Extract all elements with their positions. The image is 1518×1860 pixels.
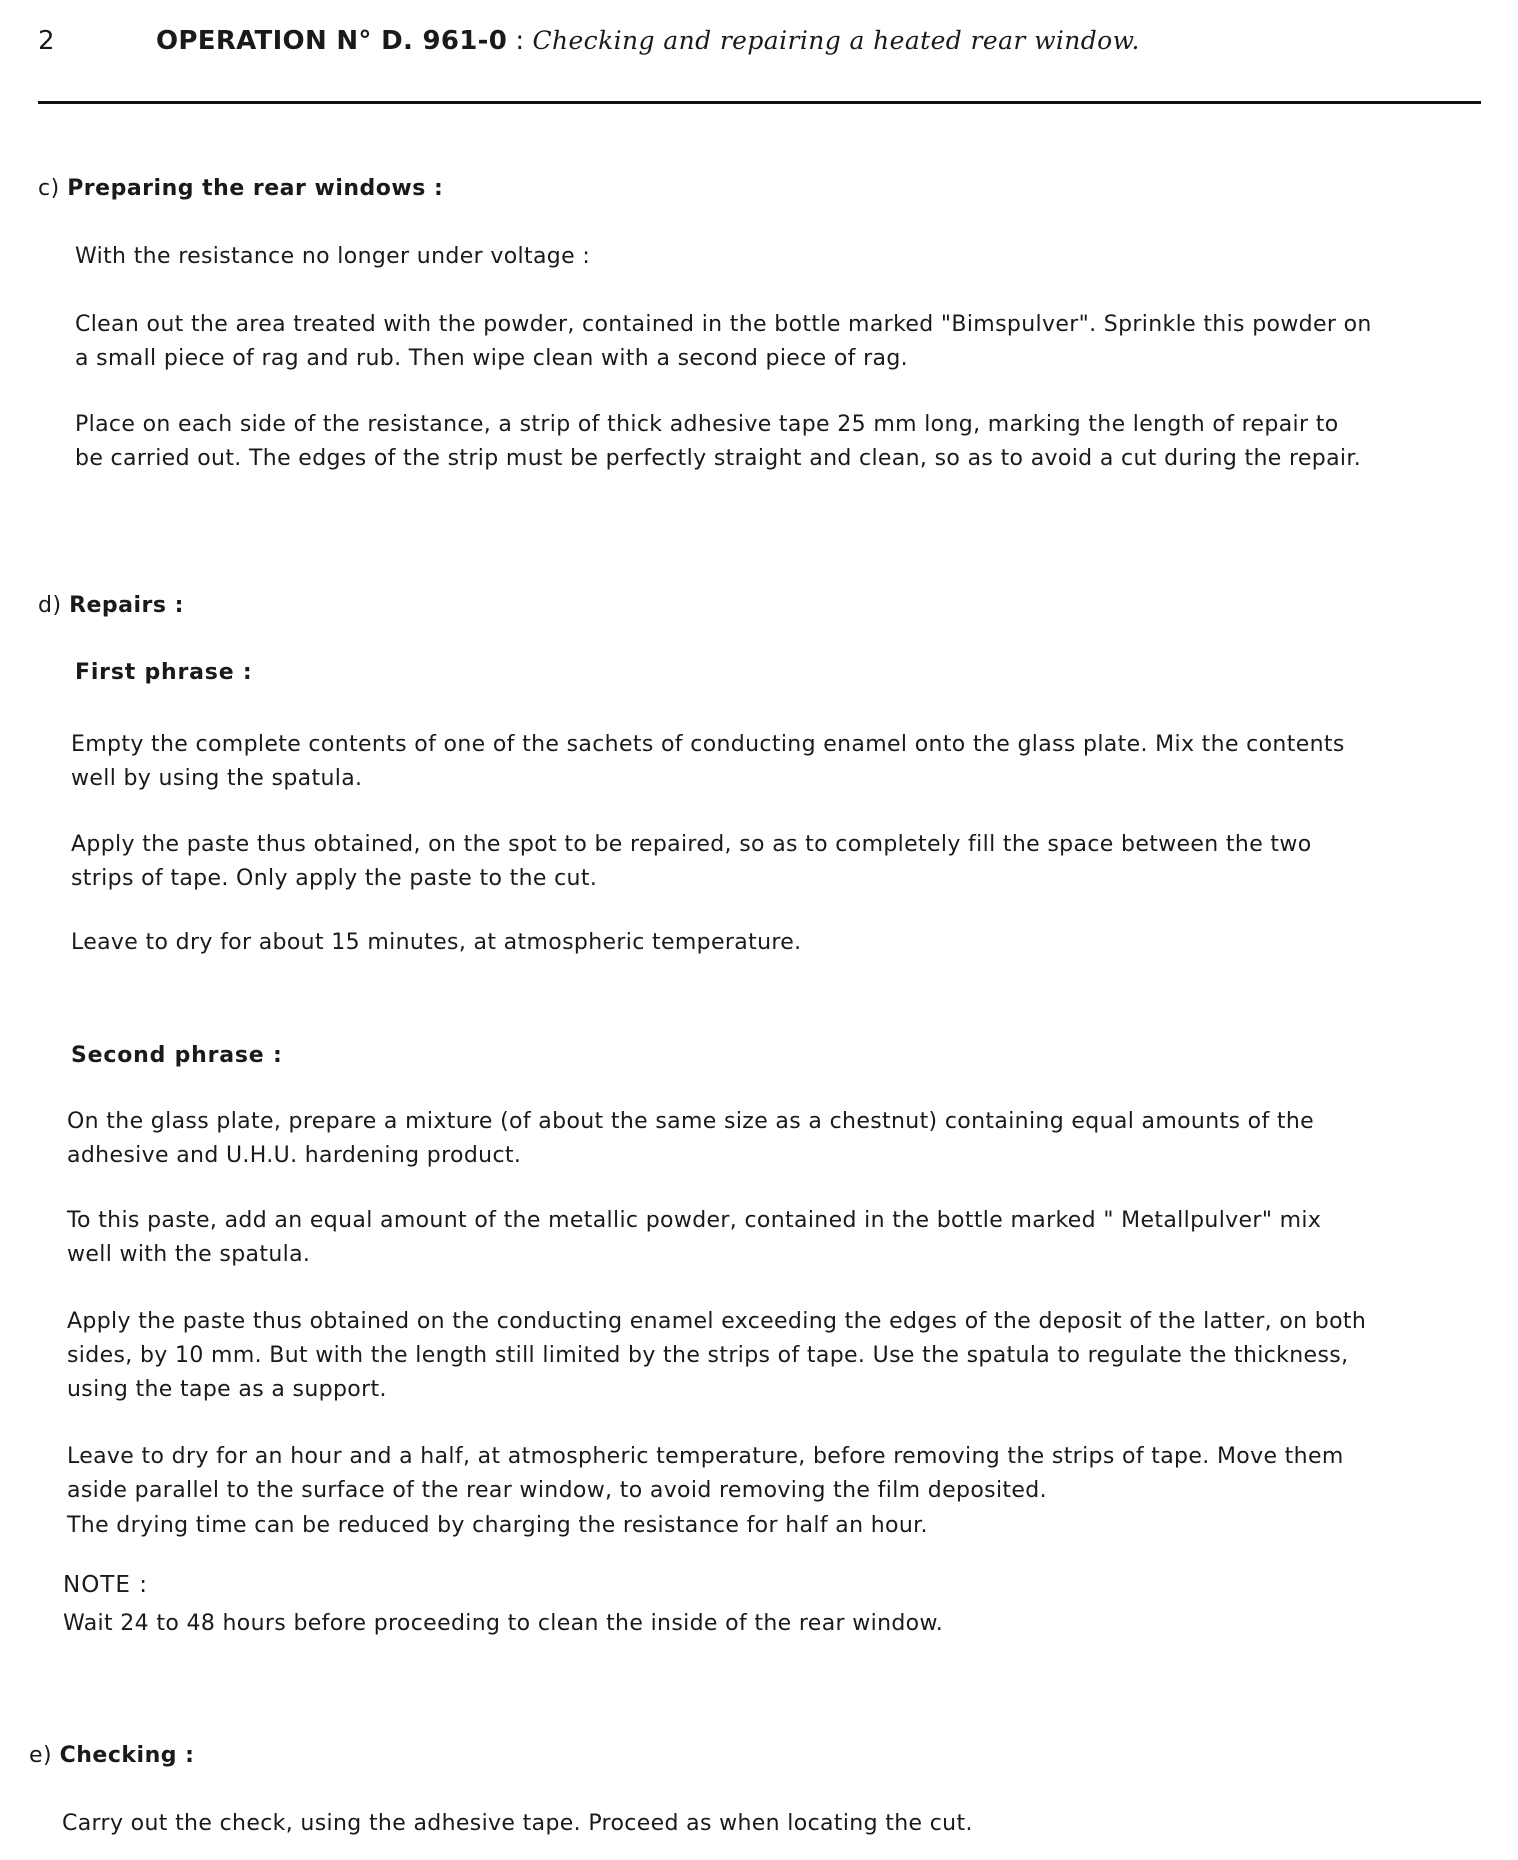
second-phrase-paragraph-1-line-1: On the glass plate, prepare a mixture (of about the same size as a chestnut) containing equal amounts of the bbox=[67, 1109, 1315, 1134]
second-phrase-paragraph-4-line-2: aside parallel to the surface of the rear window, to avoid removing the film deposited. bbox=[67, 1478, 1047, 1503]
section-d-letter: d) bbox=[38, 593, 62, 618]
second-phrase-heading: Second phrase : bbox=[71, 1043, 283, 1068]
section-c-paragraph-2-line-1: Place on each side of the resistance, a strip of thick adhesive tape 25 mm long, marking the length of repair to bbox=[75, 412, 1339, 437]
operation-number: OPERATION N° D. 961-0 bbox=[156, 26, 508, 56]
page-title bbox=[156, 26, 1140, 56]
second-phrase-paragraph-3-line-1: Apply the paste thus obtained on the conducting enamel exceeding the edges of the deposit of the latter, on both bbox=[67, 1309, 1367, 1334]
section-c-intro: With the resistance no longer under voltage : bbox=[75, 244, 591, 269]
header-rule bbox=[38, 101, 1481, 104]
section-e-heading bbox=[29, 1743, 194, 1768]
page-number: 2 bbox=[38, 26, 55, 56]
second-phrase-paragraph-3-line-2: sides, by 10 mm. But with the length still limited by the strips of tape. Use the spatula to regulate the thickness, bbox=[67, 1343, 1349, 1368]
second-phrase-paragraph-2-line-2: well with the spatula. bbox=[67, 1242, 311, 1267]
section-c-letter: c) bbox=[38, 176, 60, 201]
first-phrase-paragraph-3: Leave to dry for about 15 minutes, at atmospheric temperature. bbox=[71, 930, 802, 955]
first-phrase-heading: First phrase : bbox=[75, 660, 253, 685]
second-phrase-paragraph-3-line-3: using the tape as a support. bbox=[67, 1377, 387, 1402]
first-phrase-paragraph-1-line-2: well by using the spatula. bbox=[71, 766, 363, 791]
second-phrase-paragraph-4-line-3: The drying time can be reduced by charging the resistance for half an hour. bbox=[67, 1513, 928, 1538]
second-phrase-paragraph-2-line-1: To this paste, add an equal amount of the metallic powder, contained in the bottle marked " Metallpulver" mix bbox=[67, 1208, 1322, 1233]
title-separator: : bbox=[507, 26, 533, 56]
section-e-letter: e) bbox=[29, 1743, 53, 1768]
first-phrase-paragraph-2-line-1: Apply the paste thus obtained, on the spot to be repaired, so as to completely fill the space between the two bbox=[71, 832, 1312, 857]
first-phrase-paragraph-1-line-1: Empty the complete contents of one of the sachets of conducting enamel onto the glass plate. Mix the contents bbox=[71, 732, 1345, 757]
section-e-text: Carry out the check, using the adhesive tape. Proceed as when locating the cut. bbox=[62, 1811, 973, 1836]
section-c-heading bbox=[38, 176, 443, 201]
second-phrase-paragraph-1-line-2: adhesive and U.H.U. hardening product. bbox=[67, 1143, 522, 1168]
note-label: NOTE : bbox=[63, 1572, 148, 1598]
section-c-paragraph-1-line-2: a small piece of rag and rub. Then wipe clean with a second piece of rag. bbox=[75, 346, 908, 371]
section-e-title: Checking : bbox=[59, 1743, 195, 1768]
operation-description: Checking and repairing a heated rear window. bbox=[532, 26, 1140, 55]
section-d-heading bbox=[38, 593, 184, 618]
section-c-paragraph-1-line-1: Clean out the area treated with the powder, contained in the bottle marked "Bimspulver". Sprinkle this powder on bbox=[75, 312, 1372, 337]
section-c-title: Preparing the rear windows : bbox=[67, 176, 444, 201]
first-phrase-paragraph-2-line-2: strips of tape. Only apply the paste to the cut. bbox=[71, 866, 598, 891]
note-text: Wait 24 to 48 hours before proceeding to clean the inside of the rear window. bbox=[63, 1611, 944, 1636]
section-d-title: Repairs : bbox=[69, 593, 184, 618]
second-phrase-paragraph-4-line-1: Leave to dry for an hour and a half, at atmospheric temperature, before removing the strips of tape. Move them bbox=[67, 1444, 1344, 1469]
section-c-paragraph-2-line-2: be carried out. The edges of the strip must be perfectly straight and clean, so as to avoid a cut during the repair. bbox=[75, 446, 1362, 471]
